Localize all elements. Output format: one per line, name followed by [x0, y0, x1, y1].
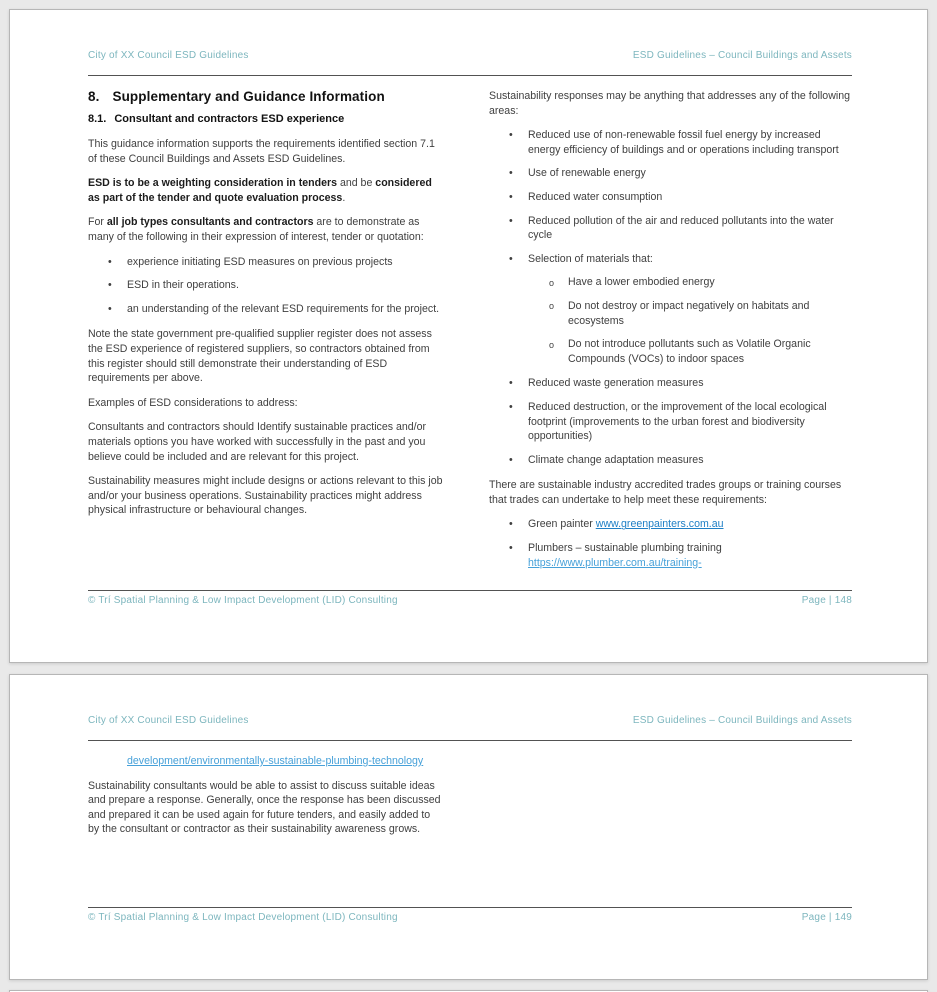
paragraph-identify: Consultants and contractors should Identify sustainable practices and/or materials options you have worked with successfully in the past and you believe could be included and are relevant for this project.: [88, 421, 427, 463]
list-item: • Selection of materials that:: [489, 252, 852, 267]
header-rule: [88, 75, 852, 76]
header-rule: [88, 740, 852, 741]
paragraph-examples: Examples of ESD considerations to address:: [88, 396, 298, 409]
list-item: • Reduced pollution of the air and reduced pollutants into the water cycle: [489, 214, 852, 243]
right-column: [489, 89, 852, 579]
list-item: • experience initiating ESD measures on previous projects: [88, 255, 444, 270]
subsection-heading: 8.1. Consultant and contractors ESD experience: [88, 113, 345, 125]
footer-page-number: Page | 148: [801, 595, 852, 606]
list-item: • Plumbers – sustainable plumbing training https://www.plumber.com.au/training-: [489, 541, 852, 570]
list-item: • Climate change adaptation measures: [489, 453, 852, 468]
list-item: • Reduced waste generation measures: [489, 376, 852, 391]
list-item: • Reduced water consumption: [489, 190, 852, 205]
footer-copyright: © Trí Spatial Planning & Low Impact Development (LID) Consulting: [88, 912, 398, 923]
paragraph-consultants: Sustainability consultants would be able to assist to discuss suitable ideas and prepare a response. Generally, once the response has been discussed and prepared it can be used again for future tenders, and easily added to by the consultant or contractor as their sustainability awareness grows.: [88, 779, 441, 836]
paragraph-intro: This guidance information supports the requirements identified section 7.1 of these Council Buildings and Assets ESD Guidelines.: [88, 138, 435, 165]
plumber-training-link-continued[interactable]: development/environmentally-sustainable-plumbing-technology: [127, 755, 424, 767]
paragraph-measures: Sustainability measures might include designs or actions relevant to this job and/or your business operations. Sustainability practices might address physical infrastructure or behavioural changes.: [88, 475, 443, 517]
right-column: [489, 754, 852, 847]
sub-list-item: o Do not destroy or impact negatively on habitats and ecosystems: [489, 299, 852, 328]
page-body: [88, 89, 852, 579]
list-item: • an understanding of the relevant ESD requirements for the project.: [88, 302, 444, 317]
paragraph-note: Note the state government pre-qualified supplier register does not assess the ESD experience of registered suppliers, so contractors obtained from this register should still demonstrate their understanding of ESD requirements per above.: [88, 328, 432, 385]
paragraph-responses: Sustainability responses may be anything that addresses any of the following areas:: [489, 90, 850, 117]
sub-list-item: o Have a lower embodied energy: [489, 275, 852, 290]
list-item: • Green painter www.greenpainters.com.au: [489, 517, 852, 532]
left-column: [88, 754, 444, 847]
page-body: [88, 754, 852, 847]
paragraph-for-all-job-types: For all job types consultants and contractors are to demonstrate as many of the following in their expression of interest, tender or quotation:: [88, 216, 424, 243]
page-footer: [88, 907, 852, 923]
greenpainters-link[interactable]: www.greenpainters.com.au: [595, 518, 724, 531]
section-heading: 8. Supplementary and Guidance Information: [88, 89, 385, 104]
page-148: [9, 9, 928, 663]
page-149: [9, 674, 928, 980]
link-continuation: [88, 754, 444, 769]
page-header: [88, 715, 852, 726]
list-item: • ESD in their operations.: [88, 278, 444, 293]
header-left: City of XX Council ESD Guidelines: [88, 715, 249, 726]
list-item: • Use of renewable energy: [489, 166, 852, 181]
list-item: • Reduced use of non-renewable fossil fuel energy by increased energy efficiency of buildings and or operations including transport: [489, 128, 852, 157]
paragraph-weighting: ESD is to be a weighting consideration in tenders and be considered as part of the tender and quote evaluation process.: [88, 177, 432, 204]
footer-page-number: Page | 149: [801, 912, 852, 923]
header-left: City of XX Council ESD Guidelines: [88, 50, 249, 61]
page-header: [88, 50, 852, 61]
header-right: ESD Guidelines – Council Buildings and Assets: [632, 50, 852, 61]
left-column: [88, 89, 444, 579]
footer-copyright: © Trí Spatial Planning & Low Impact Development (LID) Consulting: [88, 595, 398, 606]
paragraph-trades: There are sustainable industry accredited trades groups or training courses that trades can undertake to help meet these requirements:: [489, 479, 842, 506]
header-right: ESD Guidelines – Council Buildings and Assets: [632, 715, 852, 726]
sub-list-item: o Do not introduce pollutants such as Volatile Organic Compounds (VOCs) to indoor spaces: [489, 337, 852, 366]
page-footer: [88, 590, 852, 606]
list-item: • Reduced destruction, or the improvement of the local ecological footprint (improvements to the urban forest and biodiversity opportunities): [489, 400, 852, 444]
plumber-training-link[interactable]: https://www.plumber.com.au/training-: [528, 556, 702, 569]
